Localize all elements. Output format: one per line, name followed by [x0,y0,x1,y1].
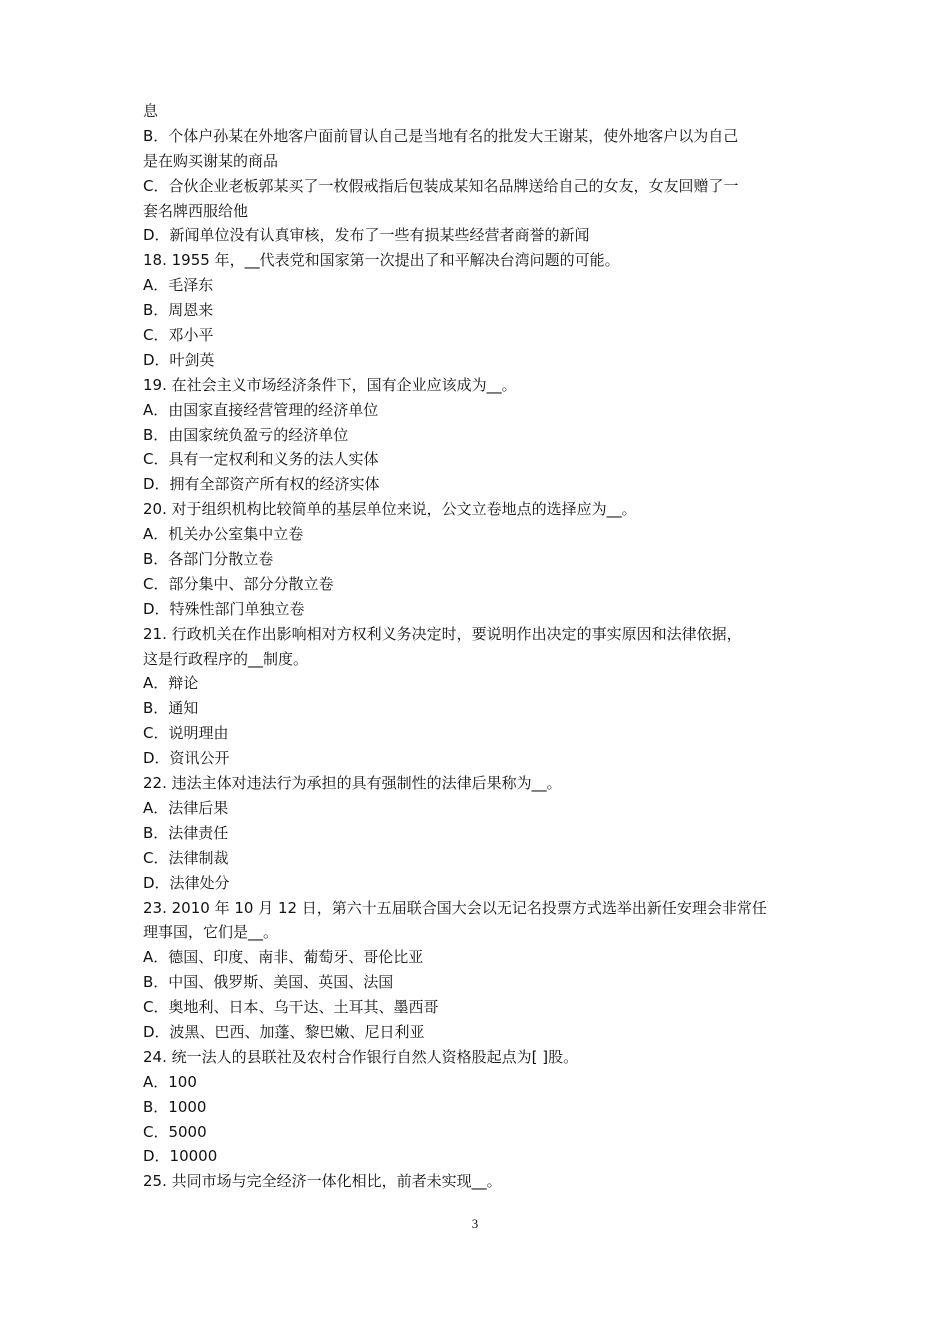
text-line: B．由国家统负盈亏的经济单位 [143,425,349,444]
text-line: C．具有一定权利和义务的法人实体 [143,450,379,469]
text-line: C．合伙企业老板郭某买了一枚假戒指后包装成某知名品牌送给自己的女友，女友回赠了一 [143,176,739,195]
text-line: B．法律责任 [143,823,229,842]
text-line: D．叶剑英 [143,350,215,369]
text-line: 24. 统一法人的县联社及农村合作银行自然人资格股起点为[ ]股。 [143,1047,579,1066]
text-line: D．10000 [143,1147,218,1166]
text-line: B．个体户孙某在外地客户面前冒认自己是当地有名的批发大王谢某，使外地客户以为自己 [143,126,739,145]
text-line: D．新闻单位没有认真审核，发布了一些有损某些经营者商誉的新闻 [143,226,590,245]
text-line: B．中国、俄罗斯、美国、英国、法国 [143,973,394,992]
text-line: B．周恩来 [143,301,214,320]
text-line: A．机关办公室集中立卷 [143,525,304,544]
text-line: A．辩论 [143,674,199,693]
text-line: D．拥有全部资产所有权的经济实体 [143,475,380,494]
text-line: C．邓小平 [143,326,214,345]
text-line: D．法律处分 [143,873,230,892]
text-line: A．100 [143,1072,197,1091]
page-number: 3 [471,1216,479,1231]
text-line: A．由国家直接经营管理的经济单位 [143,400,379,419]
text-line: 23. 2010 年 10 月 12 日，第六十五届联合国大会以无记名投票方式选举出新任安理会非常任 [143,898,767,917]
text-line: B．1000 [143,1097,207,1116]
text-line: B．通知 [143,699,199,718]
text-line: 25. 共同市场与完全经济一体化相比，前者未实现__。 [143,1172,502,1191]
text-line: 18. 1955 年，__代表党和国家第一次提出了和平解决台湾问题的可能。 [143,251,620,270]
text-line: D．特殊性部门单独立卷 [143,599,305,618]
text-line: A．法律后果 [143,798,229,817]
text-line: C．说明理由 [143,724,229,743]
text-line: 是在购买谢某的商品 [143,151,279,170]
text-line: C．5000 [143,1122,207,1141]
text-line: 19. 在社会主义市场经济条件下，国有企业应该成为__。 [143,375,517,394]
text-line: A．德国、印度、南非、葡萄牙、哥伦比亚 [143,948,424,967]
text-line: C．部分集中、部分分散立卷 [143,574,334,593]
text-line: 理事国，它们是__。 [143,923,279,942]
text-line: 22. 违法主体对违法行为承担的具有强制性的法律后果称为__。 [143,774,562,793]
text-line: D．资讯公开 [143,749,230,768]
text-line: C．奥地利、日本、乌干达、土耳其、墨西哥 [143,998,439,1017]
text-line: A．毛泽东 [143,276,214,295]
text-line: D．波黑、巴西、加蓬、黎巴嫩、尼日利亚 [143,1022,425,1041]
text-line: 这是行政程序的__制度。 [143,649,309,668]
text-line: B．各部门分散立卷 [143,550,274,569]
text-line: 20. 对于组织机构比较简单的基层单位来说，公文立卷地点的选择应为__。 [143,500,637,519]
text-line: C．法律制裁 [143,848,229,867]
text-line: 套名牌西服给他 [143,201,249,220]
text-line: 21. 行政机关在作出影响相对方权利义务决定时，要说明作出决定的事实原因和法律依据， [143,624,742,643]
page-body [143,99,815,1194]
text-line: 息 [143,102,159,120]
